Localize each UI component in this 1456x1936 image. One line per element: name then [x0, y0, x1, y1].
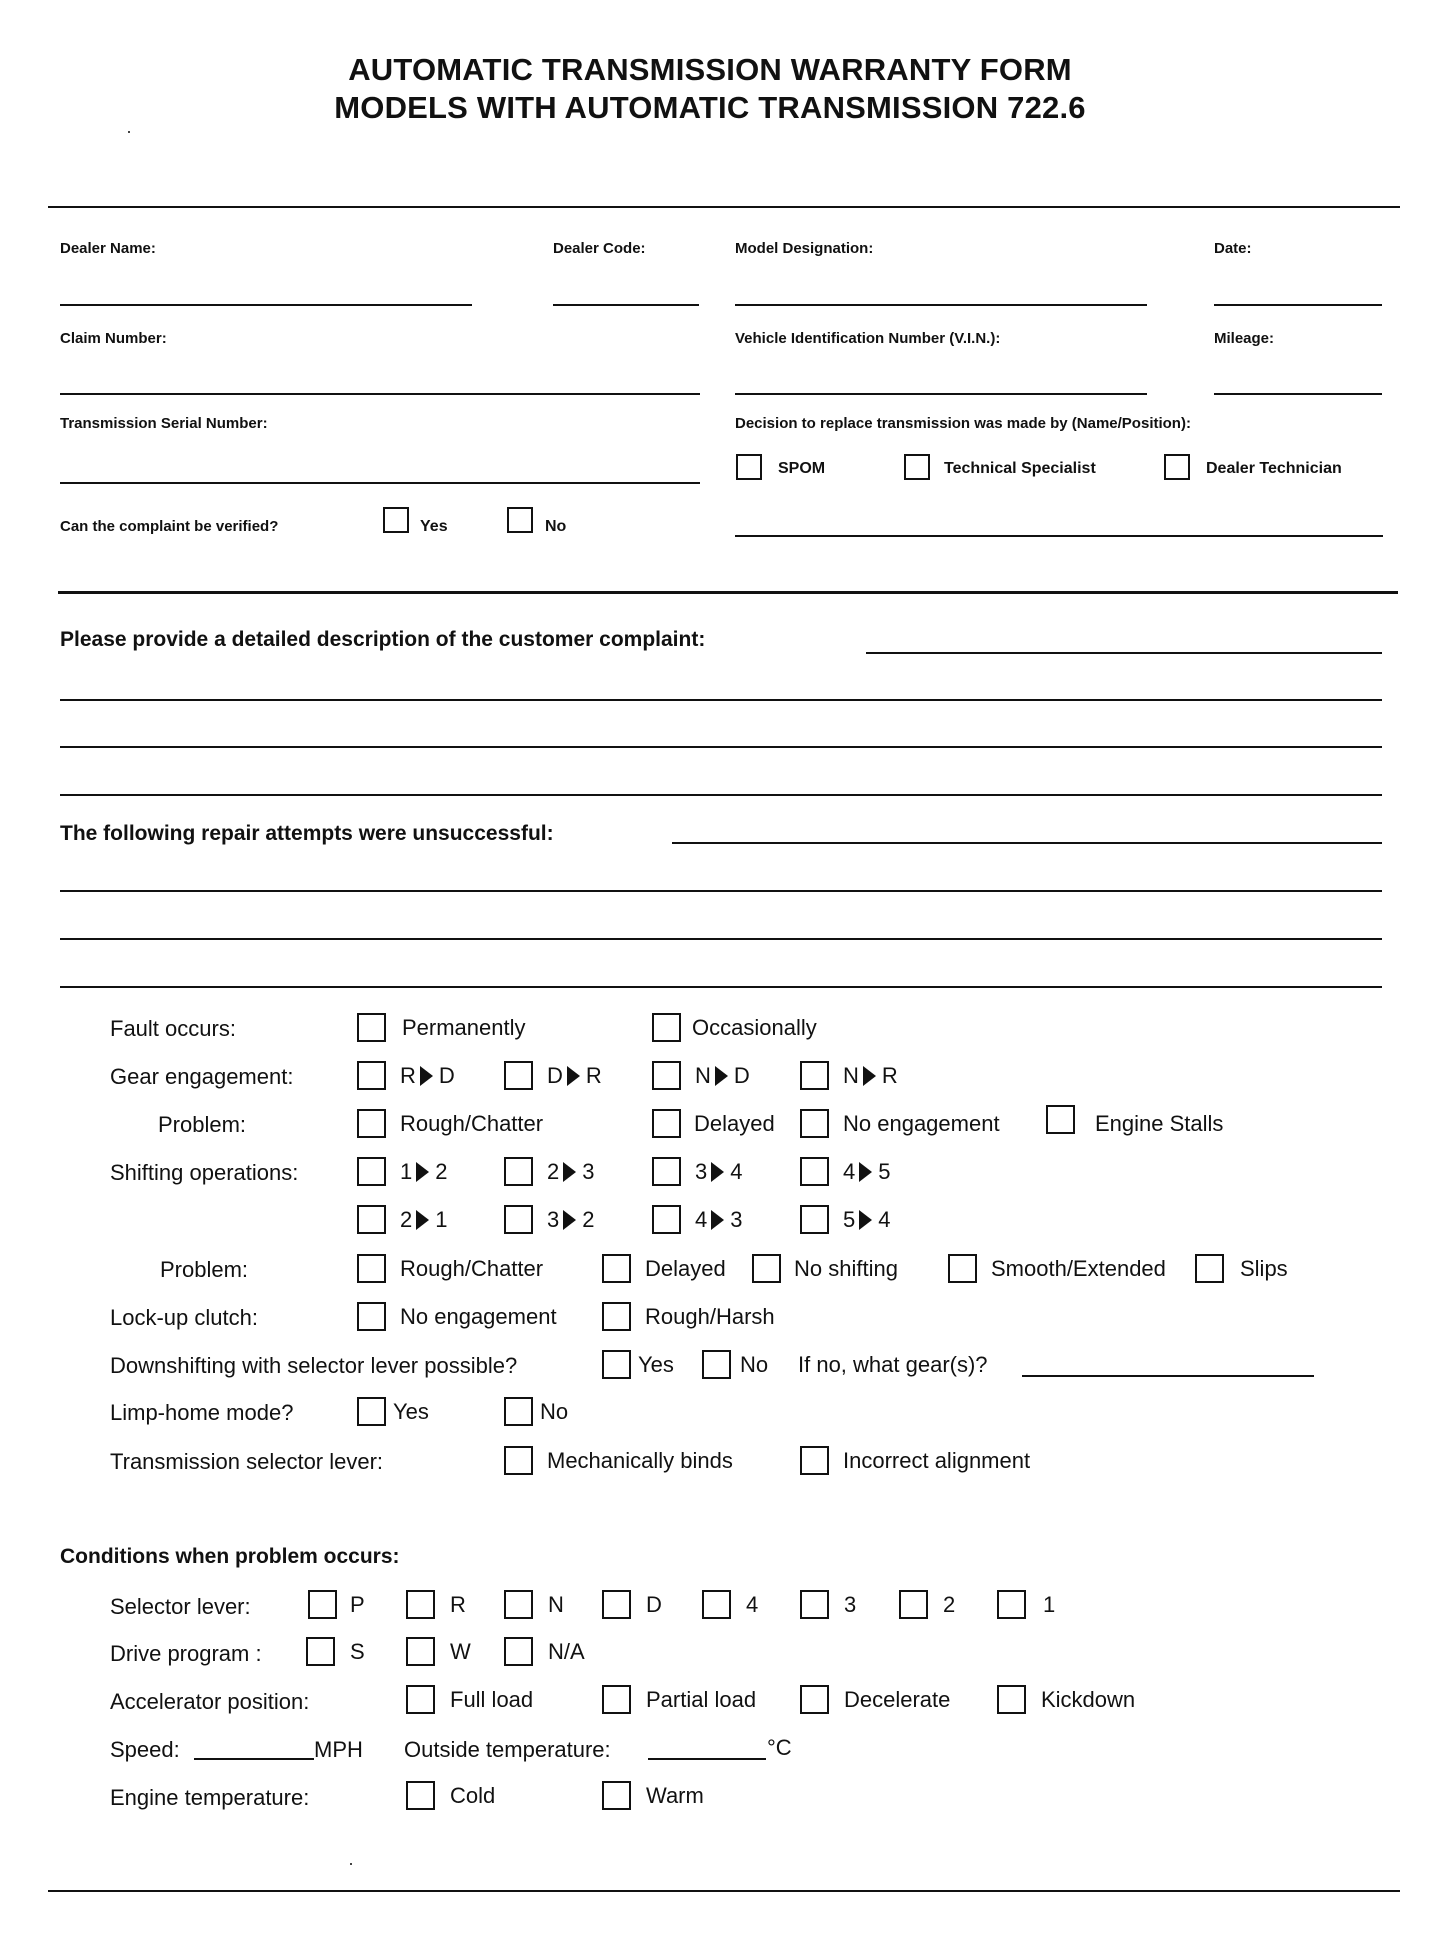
- form-title-line1: AUTOMATIC TRANSMISSION WARRANTY FORM: [348, 52, 1072, 87]
- verify-yes-checkbox[interactable]: [383, 507, 409, 533]
- outside-temp-line[interactable]: [648, 1758, 766, 1760]
- alignment-checkbox[interactable]: [800, 1446, 829, 1475]
- permanently-label: Permanently: [402, 1015, 526, 1040]
- limp-label: Limp-home mode?: [110, 1400, 294, 1425]
- downshift-yes-label: Yes: [638, 1352, 674, 1377]
- repairs-line-0[interactable]: [672, 842, 1382, 844]
- serial-number-label: Transmission Serial Number:: [60, 415, 268, 432]
- section-rule-1: [58, 591, 1398, 594]
- shift-3-4: 3 4: [695, 1159, 743, 1184]
- lockup-none-label: No engagement: [400, 1304, 557, 1329]
- dealer-code-line[interactable]: [553, 304, 699, 306]
- gear-n-r: N R: [843, 1063, 898, 1088]
- gear-n-d-checkbox[interactable]: [652, 1061, 681, 1090]
- date-label: Date:: [1214, 240, 1252, 257]
- speed-label: Speed:: [110, 1737, 180, 1762]
- drive-label: Drive program :: [110, 1641, 262, 1666]
- sel-1-label: 1: [1043, 1592, 1056, 1617]
- gear-engagement-label: Gear engagement:: [110, 1064, 294, 1089]
- speed-line[interactable]: [194, 1758, 314, 1760]
- shift-rough-checkbox[interactable]: [357, 1254, 386, 1283]
- complaint-line-2[interactable]: [60, 746, 1382, 748]
- engagement-problem-label: Problem:: [158, 1112, 247, 1137]
- model-designation-label: Model Designation:: [735, 240, 874, 257]
- vin-line[interactable]: [735, 393, 1147, 395]
- sel-4-checkbox[interactable]: [702, 1590, 731, 1619]
- sel-label: Selector lever:: [110, 1594, 251, 1619]
- sel-n-label: N: [548, 1592, 564, 1617]
- shift-none-checkbox[interactable]: [752, 1254, 781, 1283]
- shift-1-2: 1 2: [400, 1159, 448, 1184]
- downshift-gears-line[interactable]: [1022, 1375, 1314, 1377]
- date-line[interactable]: [1214, 304, 1382, 306]
- shift-slips-label: Slips: [1240, 1256, 1288, 1281]
- sel-2-checkbox[interactable]: [899, 1590, 928, 1619]
- arrow-right-icon: [563, 1210, 576, 1230]
- sel-p-label: P: [350, 1592, 365, 1617]
- shift-slips-checkbox[interactable]: [1195, 1254, 1224, 1283]
- drive-w-label: W: [450, 1639, 471, 1664]
- binds-checkbox[interactable]: [504, 1446, 533, 1475]
- spom-label: SPOM: [778, 460, 826, 477]
- arrow-right-icon: [416, 1162, 429, 1182]
- sel-3-label: 3: [844, 1592, 857, 1617]
- eng-stalls-checkbox[interactable]: [1046, 1105, 1075, 1134]
- sel-p-checkbox[interactable]: [308, 1590, 337, 1619]
- sel-d-checkbox[interactable]: [602, 1590, 631, 1619]
- vin-label: Vehicle Identification Number (V.I.N.):: [735, 330, 1001, 347]
- engine-cold-checkbox[interactable]: [406, 1781, 435, 1810]
- dealer-name-line[interactable]: [60, 304, 472, 306]
- accel-full-checkbox[interactable]: [406, 1685, 435, 1714]
- lockup-label: Lock-up clutch:: [110, 1305, 258, 1330]
- dealer-code-label: Dealer Code:: [553, 240, 646, 257]
- mileage-line[interactable]: [1214, 393, 1382, 395]
- limp-no-label: No: [540, 1399, 569, 1424]
- accel-partial-checkbox[interactable]: [602, 1685, 631, 1714]
- footer-rule: [48, 1890, 1400, 1892]
- shifting-problem-label: Problem:: [160, 1257, 249, 1282]
- limp-yes-checkbox[interactable]: [357, 1397, 386, 1426]
- shift-2-3-checkbox[interactable]: [504, 1157, 533, 1186]
- shift-3-2-checkbox[interactable]: [504, 1205, 533, 1234]
- accel-partial-label: Partial load: [646, 1687, 757, 1712]
- arrow-right-icon: [715, 1066, 728, 1086]
- downshift-question: Downshifting with selector lever possible?: [110, 1353, 518, 1378]
- dealer-technician-checkbox[interactable]: [1164, 454, 1190, 480]
- shift-5-4-checkbox[interactable]: [800, 1205, 829, 1234]
- alignment-label: Incorrect alignment: [843, 1448, 1031, 1473]
- shift-3-4-checkbox[interactable]: [652, 1157, 681, 1186]
- eng-none-checkbox[interactable]: [800, 1109, 829, 1138]
- lockup-rough-label: Rough/Harsh: [645, 1304, 775, 1329]
- binds-label: Mechanically binds: [547, 1448, 733, 1473]
- arrow-right-icon: [863, 1066, 876, 1086]
- eng-rough-checkbox[interactable]: [357, 1109, 386, 1138]
- accel-full-label: Full load: [450, 1687, 534, 1712]
- repairs-line-3[interactable]: [60, 986, 1382, 988]
- arrow-right-icon: [420, 1066, 433, 1086]
- arrow-right-icon: [416, 1210, 429, 1230]
- outside-temp-label: Outside temperature:: [404, 1737, 611, 1762]
- fault-occurs-label: Fault occurs:: [110, 1016, 236, 1041]
- shift-2-3: 2 3: [547, 1159, 595, 1184]
- shift-3-2: 3 2: [547, 1207, 595, 1232]
- conditions-heading: Conditions when problem occurs:: [60, 1545, 400, 1568]
- speed-unit: MPH: [314, 1737, 363, 1762]
- shift-4-5-checkbox[interactable]: [800, 1157, 829, 1186]
- arrow-right-icon: [859, 1210, 872, 1230]
- lockup-rough-checkbox[interactable]: [602, 1302, 631, 1331]
- shift-2-1: 2 1: [400, 1207, 448, 1232]
- shift-1-2-checkbox[interactable]: [357, 1157, 386, 1186]
- eng-rough-label: Rough/Chatter: [400, 1111, 544, 1136]
- model-designation-line[interactable]: [735, 304, 1147, 306]
- shift-delayed-label: Delayed: [645, 1256, 726, 1281]
- header-rule: [48, 206, 1400, 208]
- verify-no-label: No: [545, 518, 567, 535]
- complaint-line-1[interactable]: [60, 699, 1382, 701]
- decision-label: Decision to replace transmission was made by (Name/Position):: [735, 415, 1191, 432]
- sel-2-label: 2: [943, 1592, 956, 1617]
- gear-d-r-checkbox[interactable]: [504, 1061, 533, 1090]
- selector-lever-label: Transmission selector lever:: [110, 1449, 384, 1474]
- sel-d-label: D: [646, 1592, 662, 1617]
- shift-4-3: 4 3: [695, 1207, 743, 1232]
- verify-yes-label: Yes: [420, 518, 448, 535]
- sel-3-checkbox[interactable]: [800, 1590, 829, 1619]
- engine-warm-label: Warm: [646, 1783, 704, 1808]
- shift-none-label: No shifting: [794, 1256, 898, 1281]
- engine-temp-label: Engine temperature:: [110, 1785, 310, 1810]
- accel-decelerate-checkbox[interactable]: [800, 1685, 829, 1714]
- shift-delayed-checkbox[interactable]: [602, 1254, 631, 1283]
- sel-n-checkbox[interactable]: [504, 1590, 533, 1619]
- shift-4-5: 4 5: [843, 1159, 891, 1184]
- technical-specialist-checkbox[interactable]: [904, 454, 930, 480]
- complaint-line-0[interactable]: [866, 652, 1382, 654]
- mileage-label: Mileage:: [1214, 330, 1275, 347]
- serial-number-line[interactable]: [60, 482, 700, 484]
- sel-r-checkbox[interactable]: [406, 1590, 435, 1619]
- claim-number-line[interactable]: [60, 393, 700, 395]
- shifting-label: Shifting operations:: [110, 1160, 299, 1185]
- downshift-no-label: No: [740, 1352, 769, 1377]
- shift-5-4: 5 4: [843, 1207, 891, 1232]
- gear-n-d: N D: [695, 1063, 750, 1088]
- dealer-technician-label: Dealer Technician: [1206, 460, 1342, 477]
- sel-1-checkbox[interactable]: [997, 1590, 1026, 1619]
- shift-2-1-checkbox[interactable]: [357, 1205, 386, 1234]
- claim-number-label: Claim Number:: [60, 330, 167, 347]
- speck: [350, 1863, 352, 1865]
- arrow-right-icon: [859, 1162, 872, 1182]
- shift-smooth-checkbox[interactable]: [948, 1254, 977, 1283]
- drive-s-label: S: [350, 1639, 365, 1664]
- shift-rough-label: Rough/Chatter: [400, 1256, 544, 1281]
- eng-none-label: No engagement: [843, 1111, 1000, 1136]
- limp-no-checkbox[interactable]: [504, 1397, 533, 1426]
- limp-yes-label: Yes: [393, 1399, 429, 1424]
- repairs-line-2[interactable]: [60, 938, 1382, 940]
- downshift-followup: If no, what gear(s)?: [798, 1352, 988, 1377]
- eng-delayed-label: Delayed: [694, 1111, 775, 1136]
- occasionally-label: Occasionally: [692, 1015, 817, 1040]
- engine-warm-checkbox[interactable]: [602, 1781, 631, 1810]
- repairs-line-1[interactable]: [60, 890, 1382, 892]
- permanently-checkbox[interactable]: [357, 1013, 386, 1042]
- eng-stalls-label: Engine Stalls: [1095, 1111, 1224, 1136]
- gear-r-d: R D: [400, 1063, 455, 1088]
- sel-4-label: 4: [746, 1592, 759, 1617]
- form-title-line2: MODELS WITH AUTOMATIC TRANSMISSION 722.6: [334, 90, 1086, 125]
- shift-4-3-checkbox[interactable]: [652, 1205, 681, 1234]
- arrow-right-icon: [711, 1162, 724, 1182]
- complaint-line-3[interactable]: [60, 794, 1382, 796]
- accel-decelerate-label: Decelerate: [844, 1687, 951, 1712]
- sel-r-label: R: [450, 1592, 466, 1617]
- temp-unit: °C: [767, 1735, 792, 1760]
- technical-specialist-label: Technical Specialist: [944, 460, 1096, 477]
- downshift-yes-checkbox[interactable]: [602, 1350, 631, 1379]
- gear-r-d-checkbox[interactable]: [357, 1061, 386, 1090]
- arrow-right-icon: [563, 1162, 576, 1182]
- verify-no-checkbox[interactable]: [507, 507, 533, 533]
- lockup-none-checkbox[interactable]: [357, 1302, 386, 1331]
- gear-n-r-checkbox[interactable]: [800, 1061, 829, 1090]
- engine-cold-label: Cold: [450, 1783, 496, 1808]
- drive-na-label: N/A: [548, 1639, 585, 1664]
- shift-smooth-label: Smooth/Extended: [991, 1256, 1166, 1281]
- complaint-heading: Please provide a detailed description of the customer complaint:: [60, 628, 706, 651]
- verify-question: Can the complaint be verified?: [60, 518, 279, 535]
- arrow-right-icon: [711, 1210, 724, 1230]
- drive-na-checkbox[interactable]: [504, 1637, 533, 1666]
- drive-w-checkbox[interactable]: [406, 1637, 435, 1666]
- eng-delayed-checkbox[interactable]: [652, 1109, 681, 1138]
- occasionally-checkbox[interactable]: [652, 1013, 681, 1042]
- dealer-name-label: Dealer Name:: [60, 240, 156, 257]
- spom-checkbox[interactable]: [736, 454, 762, 480]
- repairs-heading: The following repair attempts were unsuccessful:: [60, 822, 554, 845]
- accel-label: Accelerator position:: [110, 1689, 310, 1714]
- accel-kickdown-checkbox[interactable]: [997, 1685, 1026, 1714]
- speck: [128, 131, 130, 133]
- downshift-no-checkbox[interactable]: [702, 1350, 731, 1379]
- drive-s-checkbox[interactable]: [306, 1637, 335, 1666]
- accel-kickdown-label: Kickdown: [1041, 1687, 1136, 1712]
- arrow-right-icon: [567, 1066, 580, 1086]
- decision-name-line[interactable]: [735, 535, 1383, 537]
- gear-d-r: D R: [547, 1063, 602, 1088]
